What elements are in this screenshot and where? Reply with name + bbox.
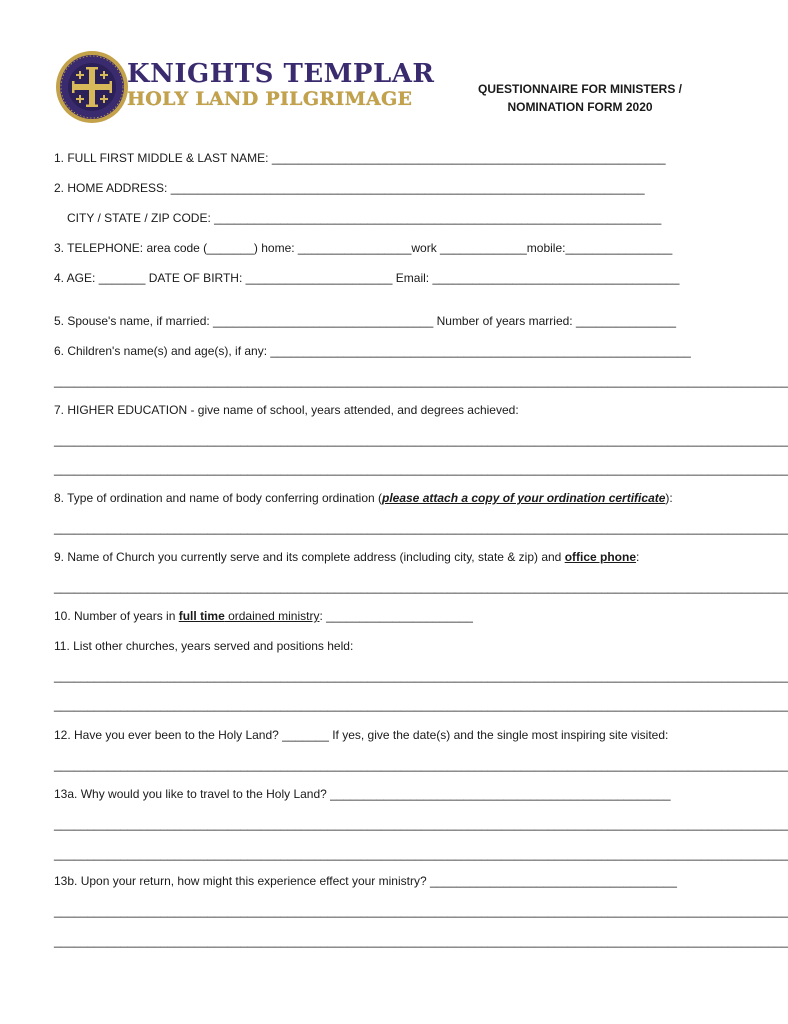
q10-emphasis-1: full time [178, 609, 225, 623]
q13b-ministry-effect[interactable]: 13b. Upon your return, how might this experience effect your ministry? _____________________________________ [54, 874, 677, 888]
q2-city-state-zip[interactable]: CITY / STATE / ZIP CODE: ___________________________________________________________________ [67, 211, 662, 225]
q6-children[interactable]: 6. Children's name(s) and age(s), if any: _______________________________________________________________ [54, 344, 691, 358]
q10-text: 10. Number of years in [54, 609, 179, 623]
answer-line[interactable]: ______________________________________________________________________________________________________________ [54, 904, 788, 918]
q7-higher-education: 7. HIGHER EDUCATION - give name of school, years attended, and degrees achieved: [54, 403, 519, 417]
q8-emphasis: please attach a copy of your ordination certificate [382, 491, 666, 505]
form-title-line-1: QUESTIONNAIRE FOR MINISTERS / [477, 82, 682, 96]
q4-age-dob-email[interactable]: 4. AGE: _______ DATE OF BIRTH: ______________________ Email: _____________________________________ [54, 271, 680, 285]
brand-wordmark [127, 60, 435, 110]
answer-line[interactable]: ______________________________________________________________________________________________________________ [54, 521, 788, 535]
answer-line[interactable]: ______________________________________________________________________________________________________________ [54, 374, 788, 388]
knights-templar-logo [55, 50, 435, 124]
q9-church [54, 549, 639, 565]
q3-telephone[interactable]: 3. TELEPHONE: area code (_______) home: _________________work _____________mobile:________________ [54, 241, 673, 255]
q10-years-ministry[interactable] [54, 608, 473, 624]
q12-holy-land-visit[interactable]: 12. Have you ever been to the Holy Land? _______ If yes, give the date(s) and the single most inspiring site visited: [54, 728, 669, 742]
answer-line[interactable]: ______________________________________________________________________________________________________________ [54, 433, 788, 447]
q11-other-churches: 11. List other churches, years served and positions held: [54, 639, 354, 653]
q8-text: 8. Type of ordination and name of body conferring ordination ( [54, 491, 382, 505]
brand-line-2: HOLY LAND PILGRIMAGE [127, 88, 413, 110]
answer-line[interactable]: ______________________________________________________________________________________________________________ [54, 817, 788, 831]
q10-emphasis-2: ordained ministry [224, 609, 320, 623]
jerusalem-cross-seal-icon [55, 50, 129, 124]
q10-suffix: : ______________________ [319, 609, 473, 623]
answer-line[interactable]: ______________________________________________________________________________________________________________ [54, 669, 788, 683]
q1-full-name[interactable]: 1. FULL FIRST MIDDLE & LAST NAME: ___________________________________________________________ [54, 151, 666, 165]
q8-suffix: ): [665, 491, 673, 505]
answer-line[interactable]: ______________________________________________________________________________________________________________ [54, 847, 788, 861]
q2-home-address[interactable]: 2. HOME ADDRESS: _______________________________________________________________________ [54, 181, 645, 195]
q5-spouse[interactable]: 5. Spouse's name, if married: _________________________________ Number of years married: _______________ [54, 314, 677, 328]
answer-line[interactable]: ______________________________________________________________________________________________________________ [54, 580, 788, 594]
answer-line[interactable]: ______________________________________________________________________________________________________________ [54, 758, 788, 772]
answer-line[interactable]: ______________________________________________________________________________________________________________ [54, 698, 788, 712]
brand-line-1: KNIGHTS TEMPLAR [127, 59, 435, 89]
q9-emphasis: office phone [564, 550, 637, 564]
answer-line[interactable]: ______________________________________________________________________________________________________________ [54, 462, 788, 476]
answer-line[interactable]: ______________________________________________________________________________________________________________ [54, 934, 788, 948]
q8-ordination [54, 490, 673, 506]
q9-suffix: : [636, 550, 640, 564]
q13a-why-travel[interactable]: 13a. Why would you like to travel to the Holy Land? ___________________________________________________ [54, 787, 671, 801]
form-title-line-2: NOMINATION FORM 2020 [507, 100, 653, 114]
form-title [460, 80, 700, 116]
q9-text: 9. Name of Church you currently serve and its complete address (including city, state & zip) and [54, 550, 565, 564]
